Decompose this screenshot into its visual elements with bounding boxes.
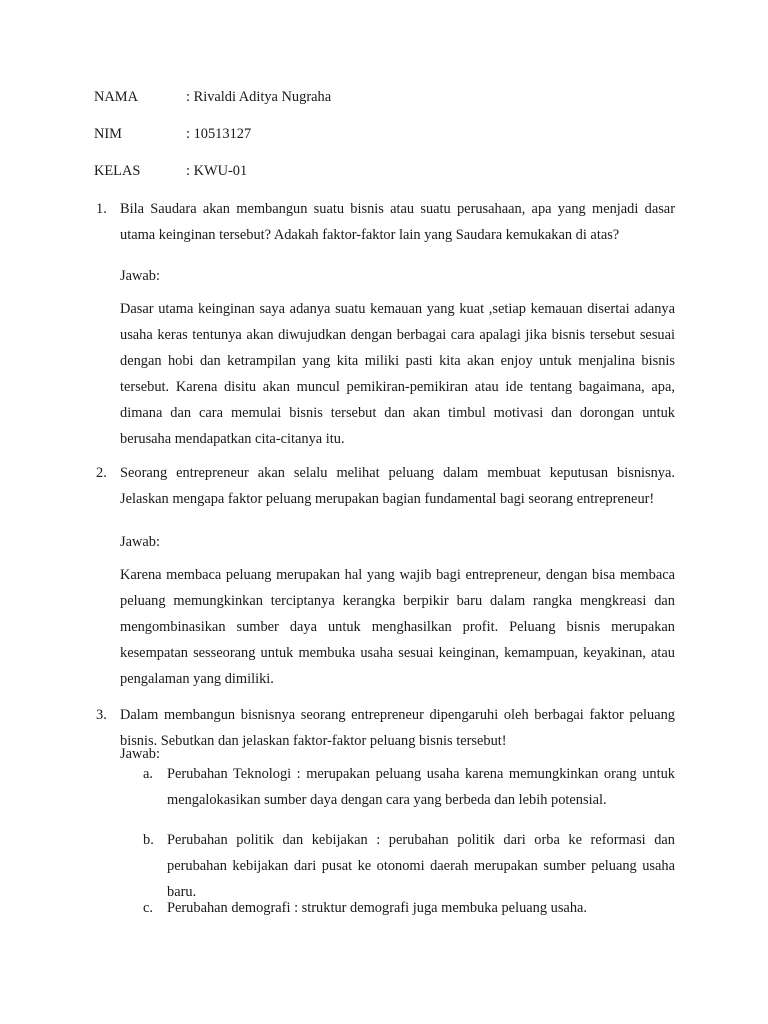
question-2-number: 2.: [96, 465, 107, 481]
nama-label: NAMA: [94, 89, 138, 105]
kelas-label: KELAS: [94, 163, 141, 179]
question-1-text: Bila Saudara akan membangun suatu bisnis atau suatu perusahaan, apa yang menjadi dasar utama keinginan tersebut? Adakah faktor-faktor lain yang Saudara kemukakan di atas?: [120, 201, 675, 243]
nama-value: : Rivaldi Aditya Nugraha: [186, 89, 332, 105]
question-2-text: Seorang entrepreneur akan selalu melihat peluang dalam membuat keputusan bisnisnya. Jelaskan mengapa faktor peluang merupakan bagian fundamental bagi seorang entrepreneur!: [120, 465, 675, 507]
question-3-item-b-text: Perubahan politik dan kebijakan : perubahan politik dari orba ke reformasi dan perubahan kebijakan dari pusat ke otonomi daerah merupakan sumber peluang usaha baru.: [167, 832, 675, 900]
question-3-item-c-letter: c.: [143, 900, 153, 916]
question-3-item-c-text: Perubahan demografi : struktur demografi juga membuka peluang usaha.: [167, 900, 587, 916]
kelas-value: : KWU-01: [186, 163, 248, 179]
question-1-jawab-label: Jawab:: [120, 268, 160, 284]
question-3-item-b-letter: b.: [143, 832, 154, 848]
question-3-item-a-text: Perubahan Teknologi : merupakan peluang usaha karena memungkinkan orang untuk mengalokasikan sumber daya dengan cara yang berbeda dan lebih potensial.: [167, 766, 675, 808]
nim-label: NIM: [94, 126, 122, 142]
question-3-jawab-label: Jawab:: [120, 746, 160, 762]
question-3-number: 3.: [96, 707, 107, 723]
question-1-number: 1.: [96, 201, 107, 217]
question-3-item-a-letter: a.: [143, 766, 153, 782]
question-3-text: Dalam membangun bisnisnya seorang entrepreneur dipengaruhi oleh berbagai faktor peluang bisnis. Sebutkan dan jelaskan faktor-faktor peluang bisnis tersebut!: [120, 707, 675, 749]
question-1-answer: Dasar utama keinginan saya adanya suatu kemauan yang kuat ,setiap kemauan disertai adanya usaha keras tentunya akan diwujudkan dengan berbagai cara apalagi jika bisnis tersebut sesuai dengan hobi dan ketrampilan yang kita miliki pasti kita akan enjoy untuk menjalina bisnis tersebut. Karena disitu akan muncul pemikiran-pemikiran atau ide tentang bagaimana, apa, dimana dan cara memulai bisnis tersebut dan akan timbul motivasi dan dorongan untuk berusaha mendapatkan cita-citanya itu.: [120, 301, 675, 447]
nim-value: : 10513127: [186, 126, 252, 142]
question-2-answer: Karena membaca peluang merupakan hal yang wajib bagi entrepreneur, dengan bisa membaca peluang memungkinkan terciptanya kerangka berpikir baru dalam rangka mengkreasi dan mengombinasikan sumber daya untuk menghasilkan profit. Peluang bisnis merupakan kesempatan sesseorang untuk membuka usaha sesuai keinginan, kemampuan, keyakinan, atau pengalaman yang dimiliki.: [120, 567, 675, 687]
question-2-jawab-label: Jawab:: [120, 534, 160, 550]
